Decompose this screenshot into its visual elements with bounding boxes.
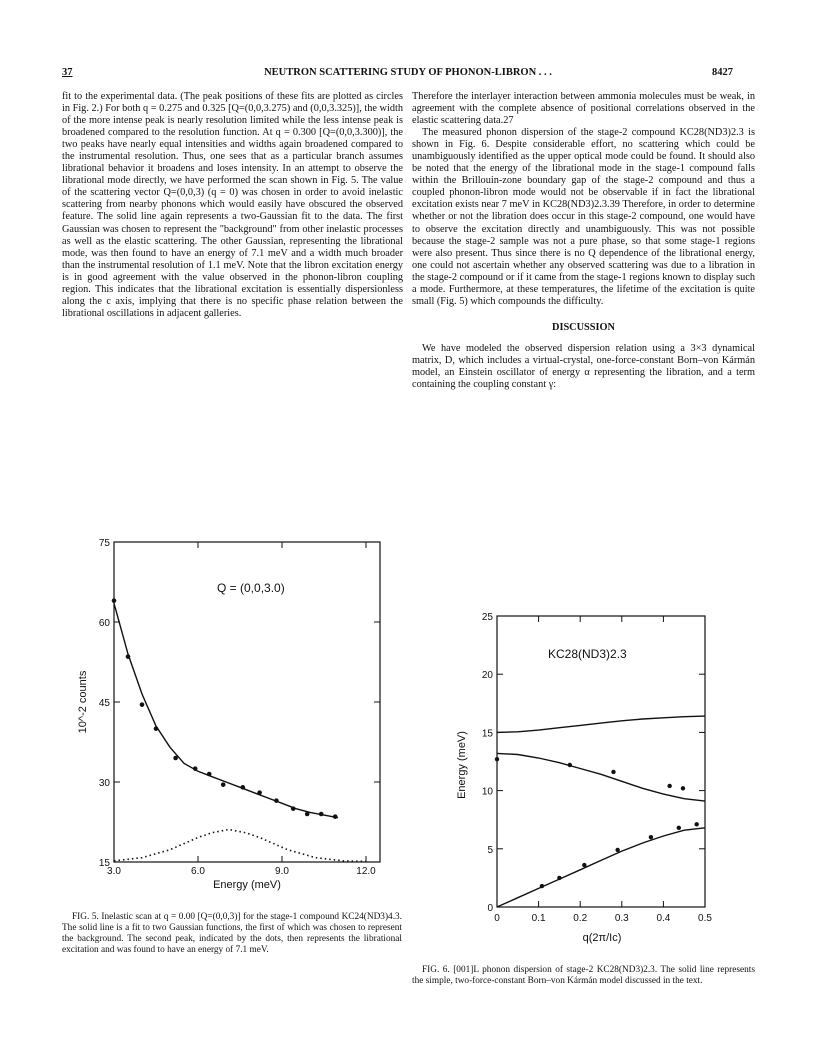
data-point — [667, 784, 671, 788]
y-tick-label: 25 — [481, 612, 493, 623]
x-axis-label: Energy (meV) — [213, 879, 281, 891]
fit-curve — [114, 603, 338, 817]
data-point — [291, 806, 296, 811]
dispersion-branch — [497, 753, 705, 801]
x-tick-label: 12.0 — [356, 866, 376, 877]
right-paragraph-3: We have modeled the observed dispersion relation using a 3×3 dynamical matrix, D, which includes a virtual-crystal, one-force-constant Born–von Kármán model, an Einstein oscillator of energy α representing the libration, and a term containing the coupling constant γ: — [412, 342, 755, 391]
data-point — [140, 702, 145, 707]
data-point — [540, 884, 544, 888]
y-tick-label: 5 — [487, 844, 493, 856]
x-tick-label: 0.4 — [656, 913, 671, 924]
data-point — [568, 763, 572, 767]
page-number: 8427 — [712, 67, 733, 78]
data-point — [615, 848, 619, 852]
data-point — [694, 822, 698, 826]
compound-label: KC28(ND3)2.3 — [548, 647, 627, 661]
data-point — [582, 863, 586, 867]
fig6-chart — [440, 605, 760, 950]
y-tick-label: 75 — [98, 538, 110, 549]
data-point — [193, 766, 198, 771]
data-point — [681, 786, 685, 790]
left-column — [62, 91, 403, 320]
data-point — [257, 790, 262, 795]
y-tick-label: 20 — [481, 670, 493, 682]
x-axis-label: q(2π/Ic) — [582, 932, 622, 944]
y-axis-label: 10^-2 counts — [77, 670, 89, 734]
data-point — [126, 654, 131, 659]
section-heading: DISCUSSION — [552, 321, 615, 333]
data-point — [221, 782, 226, 787]
left-paragraph: fit to the experimental data. (The peak positions of these fits are plotted as circles in Fig. 2.) For both q = 0.275 and 0.325 [Q=(0,0,3.275) and (0,0,3.325)], the width of the more intense peak is nearly resolution limited while the less intense peak is broadened compared to the resolution function. At q = 0.300 [Q=(0,0,3.300)], the two peaks have nearly equal intensities and widths again broadened compared to the instrumental resolution. Thus, one sees that as a particular branch assumes librational behavior it broadens and loses intensity. In an attempt to observe the librational mode directly, we have performed the scan shown in Fig. 5. The value of the scattering vector Q=(0,0,3) (q = 0) was chosen in order to avoid inelastic scattering from nearby phonons which would easily have obscured the observed feature. The solid line again represents a two-Gaussian fit to the data. The first Gaussian was chosen to represent the "background" from other inelastic processes as well as the elastic scattering. The other Gaussian, representing the librational mode, was then found to have an energy of 7.1 meV and a width much broader than the instrumental resolution of 1.1 meV. Note that the libron excitation energy is in good agreement with the value observed in the phonon-libron coupling region. This indicates that the librational excitation is essentially dispersionless along the c axis, implying that there is no specific phase relation between the librational oscillations in adjacent galleries. — [62, 91, 403, 319]
y-tick-label: 60 — [98, 618, 110, 629]
libron-gaussian — [114, 830, 366, 862]
fig6-caption — [412, 965, 755, 987]
data-point — [611, 770, 615, 774]
data-point — [207, 772, 212, 777]
dispersion-branch — [497, 828, 705, 907]
y-tick-label: 10 — [481, 786, 493, 798]
x-tick-label: 0.2 — [573, 913, 588, 924]
x-tick-label: 0 — [494, 913, 500, 924]
fig6-caption-text: FIG. 6. [001]L phonon dispersion of stage-2 KC28(ND3)2.3. The solid line represents the simple, two-force-constant Born–von Kármán model discussed in the text. — [412, 965, 755, 986]
y-axis-label: Energy (meV) — [456, 731, 468, 799]
right-paragraph-2: The measured phonon dispersion of the stage-2 compound KC28(ND3)2.3 is shown in Fig. 6. Despite considerable effort, no scattering which could be unambiguously identified as the upper optical mode could be found. It should also be noted that the energy of the librational mode in the stage-1 compound falls within the Brillouin-zone boundary gap of the stage-2 compound and thus a coupled phonon-libron mode would not be observable if in fact the librational excitation exists near 7 meV in KC28(ND3)2.3.39 Therefore, in order to determine whether or not the libration does occur in this stage-2 compound, one would have to observe the excitation directly and unambiguously. This was not possible because the stage-2 sample was not a pure phase, so that some stage-1 regions were also present. Thus since there is no Q dependence of the librational energy, one could not ascertain whether any observed scattering was due to a libration in the stage-2 compound or if it came from the stage-1 regions known to display such a mode. Furthermore, at these temperatures, the lifetime of the excitation is quite small (Fig. 5) which compounds the difficulty. — [412, 127, 755, 307]
data-point — [241, 785, 246, 790]
volume-number: 37 — [62, 67, 73, 78]
data-point — [333, 814, 338, 819]
x-tick-label: 3.0 — [107, 866, 121, 877]
scattering-vector-annotation: Q = (0,0,3.0) — [217, 581, 285, 595]
data-point — [649, 835, 653, 839]
y-tick-label: 30 — [98, 778, 110, 789]
x-tick-label: 0.1 — [531, 913, 546, 924]
x-tick-label: 0.3 — [614, 913, 629, 924]
fig5-caption-text: FIG. 5. Inelastic scan at q = 0.00 [Q=(0,0,3)] for the stage-1 compound KC24(ND3)4.3. The solid line is a fit to two Gaussian functions, the first of which was chosen to represent the background. The second peak, indicated by the dots, then represents the librational excitation and was found to have an energy of 7.1 meV. — [62, 912, 402, 955]
data-point — [112, 598, 117, 603]
x-tick-label: 9.0 — [275, 866, 289, 877]
data-point — [557, 876, 561, 880]
data-point — [319, 812, 324, 817]
y-tick-label: 0 — [487, 903, 493, 914]
fig5-chart — [62, 532, 402, 902]
data-point — [274, 798, 279, 803]
right-column — [412, 91, 755, 391]
right-paragraph-1: Therefore the interlayer interaction between ammonia molecules must be weak, in agreement with the complete absence of positional correlations observed in the elastic scattering data.27 — [412, 91, 755, 127]
data-point — [495, 757, 499, 761]
data-point — [173, 756, 178, 761]
x-tick-label: 0.5 — [698, 913, 712, 924]
data-point — [677, 826, 681, 830]
data-point — [154, 726, 159, 731]
running-title: NEUTRON SCATTERING STUDY OF PHONON-LIBRON . . . — [264, 67, 552, 78]
y-tick-label: 45 — [98, 698, 110, 709]
data-point — [305, 812, 310, 817]
fig5-caption — [62, 912, 402, 956]
y-tick-label: 15 — [481, 728, 493, 740]
dispersion-branch — [497, 716, 705, 732]
x-tick-label: 6.0 — [191, 866, 205, 877]
y-tick-label: 15 — [98, 858, 110, 869]
